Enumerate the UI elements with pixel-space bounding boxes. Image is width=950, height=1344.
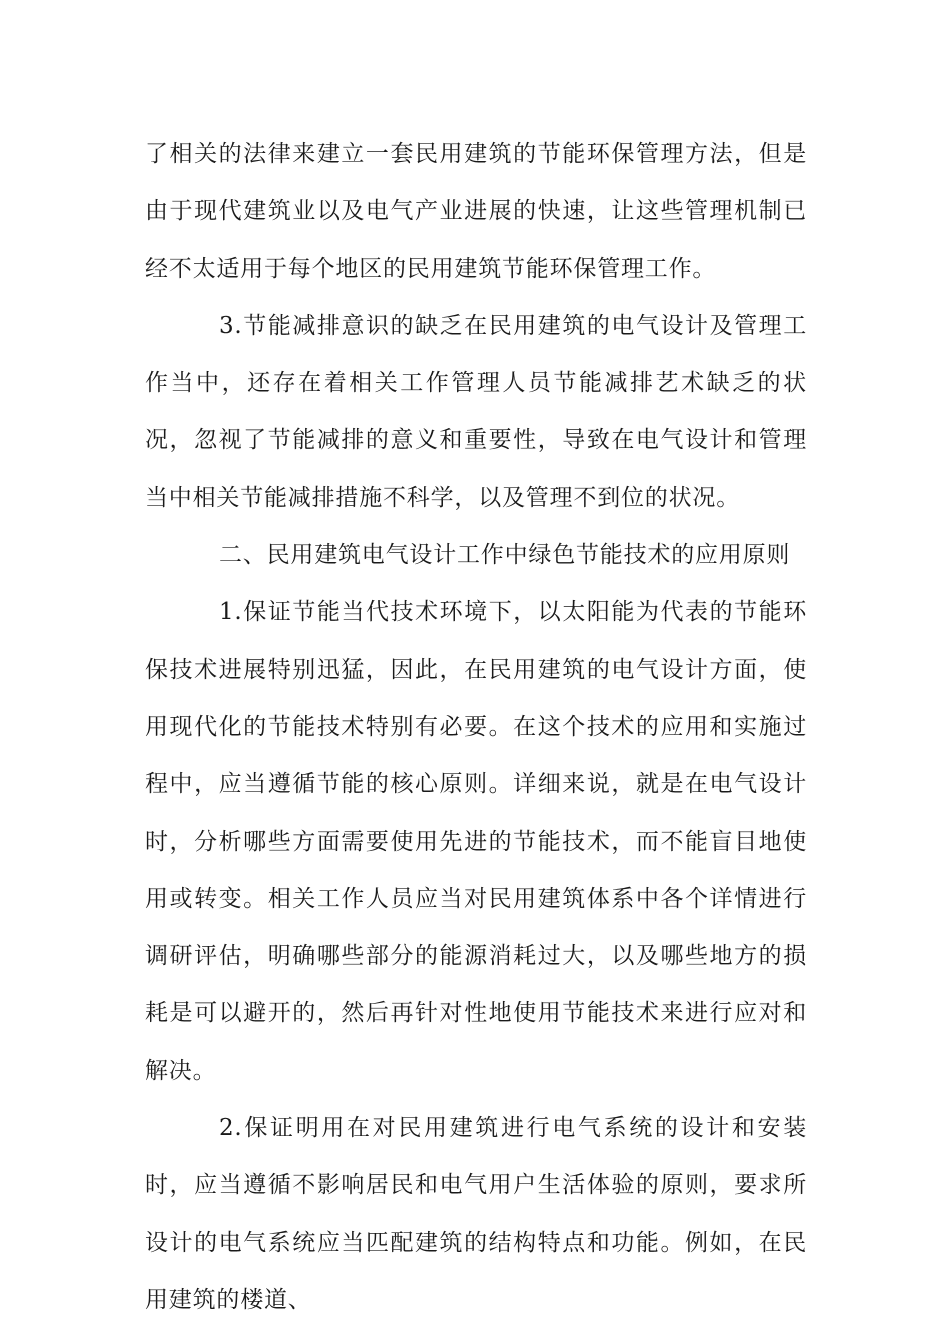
paragraph-continuation: 了相关的法律来建立一套民用建筑的节能环保管理方法，但是由于现代建筑业以及电气产业进展的快速，让这些管理机制已经不太适用于每个地区的民用建筑节能环保管理工作。 <box>145 141 807 282</box>
section-heading: 二、民用建筑电气设计工作中绿色节能技术的应用原则 <box>219 542 791 569</box>
paragraph-item-1: 1.保证节能当代技术环境下，以太阳能为代表的节能环保技术进展特别迅猛，因此，在民用建筑的电气设计方面，使用现代化的节能技术特别有必要。在这个技术的应用和实施过程中，应当遵循节能的核心原则。详细来说，就是在电气设计时，分析哪些方面需要使用先进的节能技术，而不能盲目地使用或转变。相关工作人员应当对民用建筑体系中各个详情进行调研评估，明确哪些部分的能源消耗过大，以及哪些地方的损耗是可以避开的，然后再针对性地使用节能技术来进行应对和解决。 <box>145 599 807 1084</box>
paragraph-item-3: 3.节能减排意识的缺乏在民用建筑的电气设计及管理工作当中，还存在着相关工作管理人员节能减排艺术缺乏的状况，忽视了节能减排的意义和重要性，导致在电气设计和管理当中相关节能减排措施不科学，以及管理不到位的状况。 <box>145 312 807 511</box>
paragraph-item-2: 2.保证明用在对民用建筑进行电气系统的设计和安装时，应当遵循不影响居民和电气用户生活体验的原则，要求所设计的电气系统应当匹配建筑的结构特点和功能。例如，在民用建筑的楼道、 <box>145 1115 807 1313</box>
document-body <box>145 126 807 1329</box>
